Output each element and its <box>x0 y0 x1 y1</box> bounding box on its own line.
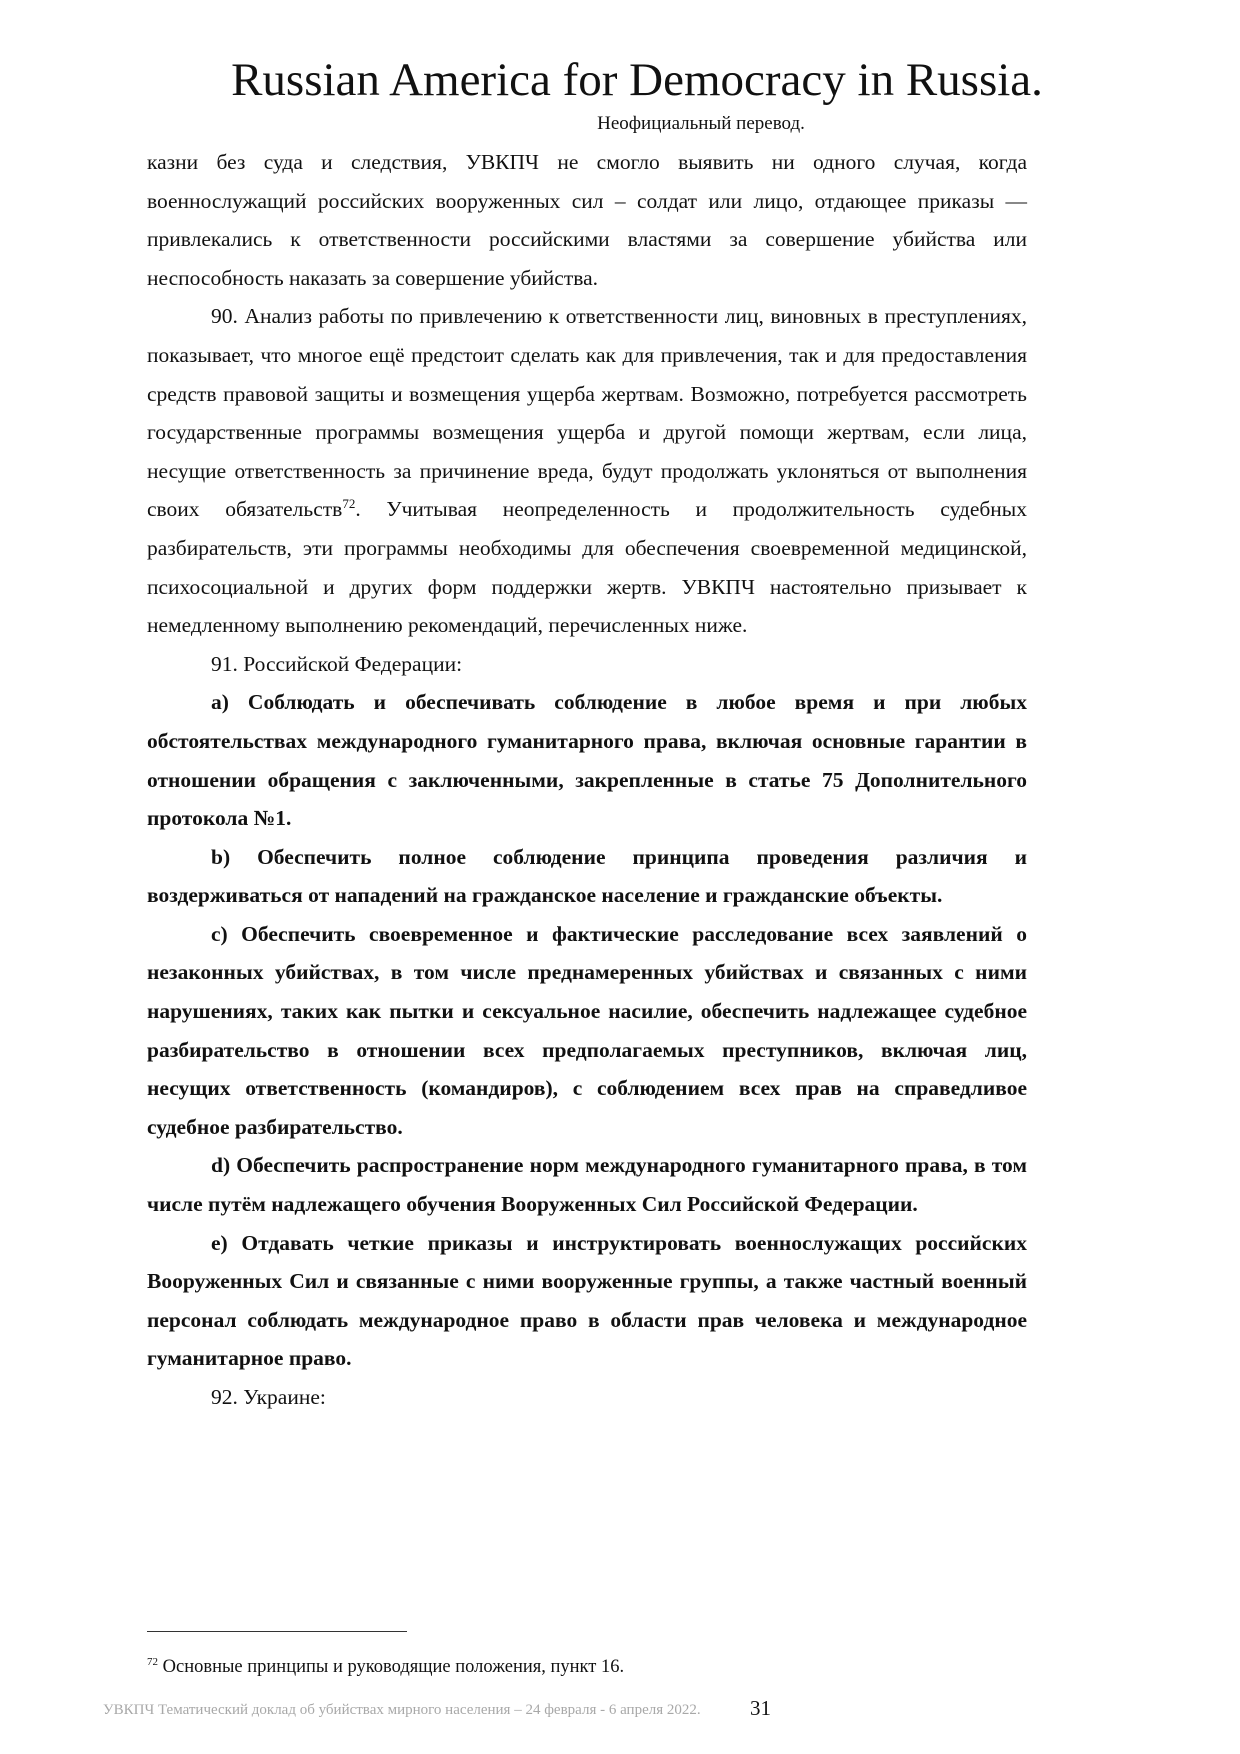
footnote <box>147 1656 624 1678</box>
footnote-number: 72 <box>147 1656 158 1668</box>
page-number: 31 <box>750 1696 771 1720</box>
footnote-text: Основные принципы и руководящие положения, пункт 16. <box>158 1657 625 1677</box>
header-subtitle: Неофициальный перевод. <box>597 113 805 134</box>
page-footer: УВКПЧ Тематический доклад об убийствах мирного населения – 24 февраля - 6 апреля 2022. <box>103 1702 701 1718</box>
paragraph-92: 92. Украине: <box>211 1385 326 1409</box>
recommendation-b: b) Обеспечить полное соблюдение принципа проведения различия и воздерживаться от нападений на гражданское население и гражданские объекты. <box>147 844 1027 908</box>
paragraph-continued: казни без суда и следствия, УВКПЧ не смогло выявить ни одного случая, когда военнослужащий российских вооруженных сил – солдат или лицо, отдающее приказы — привлекались к ответственности российскими властями за совершение убийства или неспособность наказать за совершение убийства. <box>147 150 1027 290</box>
paragraph-91: 91. Российской Федерации: <box>211 651 463 676</box>
paragraph-90-text: 90. Анализ работы по привлечению к ответственности лиц, виновных в преступлениях, показывает, что многое ещё предстоит сделать как для привлечения, так и для предоставления средств правовой защиты и возмещения ущерба жертвам. Возможно, потребуется рассмотреть государственные программы возмещения ущерба и другой помощи жертвам, если лица, несущие ответственность за причинение вреда, будут продолжать уклоняться от выполнения своих обязательств <box>147 304 1027 522</box>
recommendation-a: а) Соблюдать и обеспечивать соблюдение в любое время и при любых обстоятельствах международного гуманитарного права, включая основные гарантии в отношении обращения с заключенными, закрепленные в статье 75 Дополнительного протокола №1. <box>147 690 1027 831</box>
footnote-reference[interactable]: 72 <box>342 496 356 512</box>
header-title: Russian America for Democracy in Russia. <box>231 54 1043 106</box>
document-body <box>147 143 1027 1417</box>
footnote-divider <box>147 1631 407 1632</box>
recommendation-e: e) Отдавать четкие приказы и инструктировать военнослужащих российских Вооруженных Сил и связанные с ними вооруженные группы, а также частный военный персонал соблюдать международное право в области прав человека и международное гуманитарное право. <box>147 1230 1027 1371</box>
paragraph-90 <box>147 297 1027 644</box>
recommendation-d: d) Обеспечить распространение норм международного гуманитарного права, в том числе путём надлежащего обучения Вооруженных Сил Российской Федерации. <box>147 1153 1027 1217</box>
paragraph-90-text-end: . Учитывая неопределенность и продолжительность судебных разбирательств, эти программы необходимы для обеспечения своевременной медицинской, психосоциальной и других форм поддержки жертв. УВКПЧ настоятельно призывает к немедленному выполнению рекомендаций, перечисленных ниже. <box>147 497 1027 638</box>
recommendation-c: c) Обеспечить своевременное и фактические расследование всех заявлений о незаконных убийствах, в том числе преднамеренных убийствах и связанных с ними нарушениях, таких как пытки и сексуальное насилие, обеспечить надлежащее судебное разбирательство в отношении всех предполагаемых преступников, включая лиц, несущих ответственность (командиров), с соблюдением всех прав на справедливое судебное разбирательство. <box>147 921 1027 1139</box>
